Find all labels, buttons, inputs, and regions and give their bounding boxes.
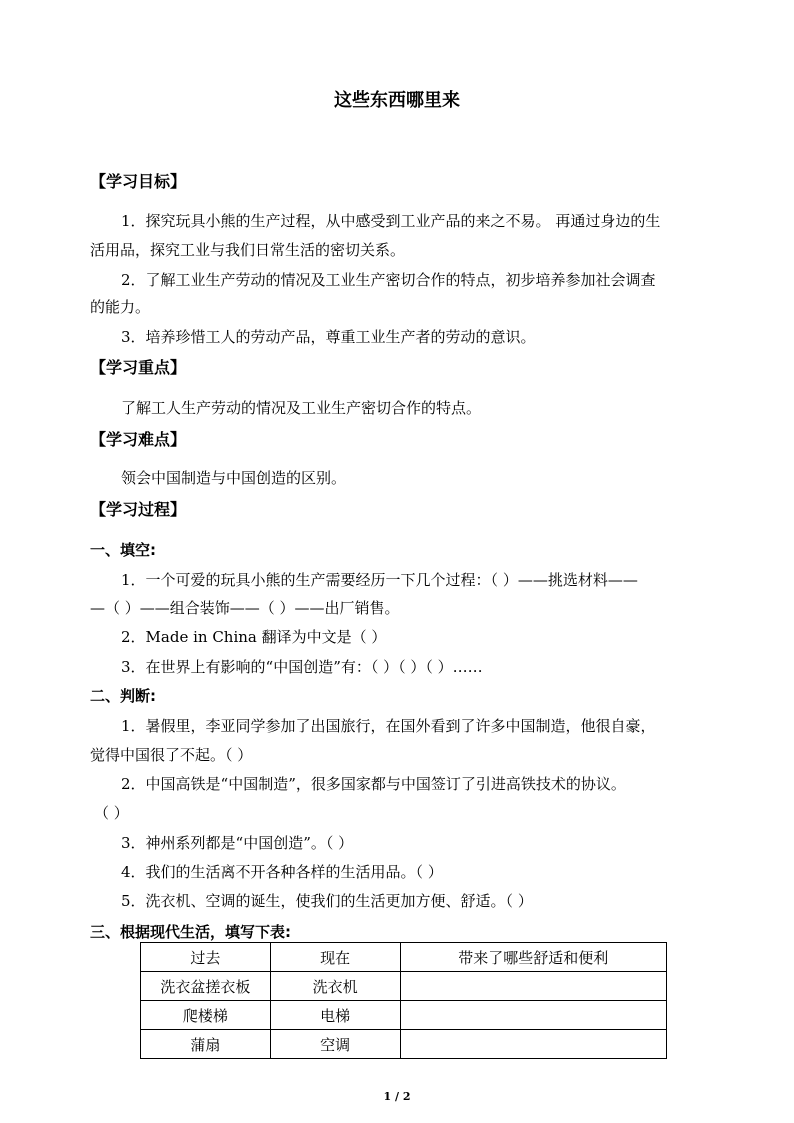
page-title: 这些东西哪里来 [334, 90, 460, 111]
judge-line: 觉得中国很了不起。（ ） [90, 746, 253, 764]
table-header-row [141, 943, 667, 972]
table-row [141, 1001, 667, 1030]
table-cell: 洗衣机 [270, 972, 400, 1001]
difficulties-text: 领会中国制造与中国创造的区别。 [121, 469, 347, 487]
judge-line: 3．神州系列都是“中国创造”。（ ） [121, 834, 354, 852]
table-header-cell: 带来了哪些舒适和便利 [400, 943, 667, 972]
table-cell: 电梯 [270, 1001, 400, 1030]
judge-line: 4．我们的生活离不开各种各样的生活用品。（ ） [121, 863, 443, 881]
difficulties-heading: 【学习难点】 [90, 430, 187, 449]
page-number: 1 / 2 [383, 1090, 411, 1103]
fill-blank-line: 2．Made in China 翻译为中文是（ ） [121, 628, 387, 646]
judge-line: 1．暑假里，李亚同学参加了出国旅行，在国外看到了许多中国制造，他很自豪， [121, 717, 656, 735]
objectives-heading: 【学习目标】 [90, 172, 187, 191]
fill-blank-line: 3．在世界上有影响的“中国创造”有：（ ）（ ）（ ）…… [121, 658, 483, 676]
key-points-text: 了解工人生产劳动的情况及工业生产密切合作的特点。 [121, 399, 482, 417]
table-cell: 蒲扇 [141, 1030, 271, 1059]
objective-line: 的能力。 [90, 298, 151, 316]
table-cell: 洗衣盆搓衣板 [141, 972, 271, 1001]
judge-line: （ ） [94, 804, 129, 822]
fill-blank-line: 1．一个可爱的玩具小熊的生产需要经历一下几个过程：（ ）——挑选材料—— [121, 571, 638, 589]
judge-line: 5．洗衣机、空调的诞生，使我们的生活更加方便、舒适。（ ） [121, 892, 533, 910]
judge-heading: 二、判断: [90, 687, 156, 705]
table-cell-blank[interactable] [400, 972, 667, 1001]
table-row [141, 972, 667, 1001]
judge-line: 2．中国高铁是“中国制造”，很多国家都与中国签订了引进高铁技术的协议。 [121, 775, 626, 793]
key-points-heading: 【学习重点】 [90, 358, 187, 377]
objective-line: 2．了解工业生产劳动的情况及工业生产密切合作的特点，初步培养参加社会调查 [121, 271, 656, 289]
table-cell-blank[interactable] [400, 1001, 667, 1030]
objective-line: 1．探究玩具小熊的生产过程，从中感受到工业产品的来之不易。 再通过身边的生 [121, 212, 661, 230]
comparison-table [140, 942, 667, 1059]
table-cell: 空调 [270, 1030, 400, 1059]
table-header-cell: 现在 [270, 943, 400, 972]
objective-line: 活用品，探究工业与我们日常生活的密切关系。 [90, 241, 406, 259]
process-heading: 【学习过程】 [90, 500, 187, 519]
table-cell: 爬楼梯 [141, 1001, 271, 1030]
table-row [141, 1030, 667, 1059]
table-header-cell: 过去 [141, 943, 271, 972]
fill-blank-line: —（ ）——组合装饰——（ ）——出厂销售。 [90, 599, 400, 617]
fill-blank-heading: 一、填空: [90, 541, 156, 559]
objective-line: 3．培养珍惜工人的劳动产品，尊重工业生产者的劳动的意识。 [121, 328, 536, 346]
table-cell-blank[interactable] [400, 1030, 667, 1059]
table-section-heading: 三、根据现代生活，填写下表: [90, 923, 291, 941]
